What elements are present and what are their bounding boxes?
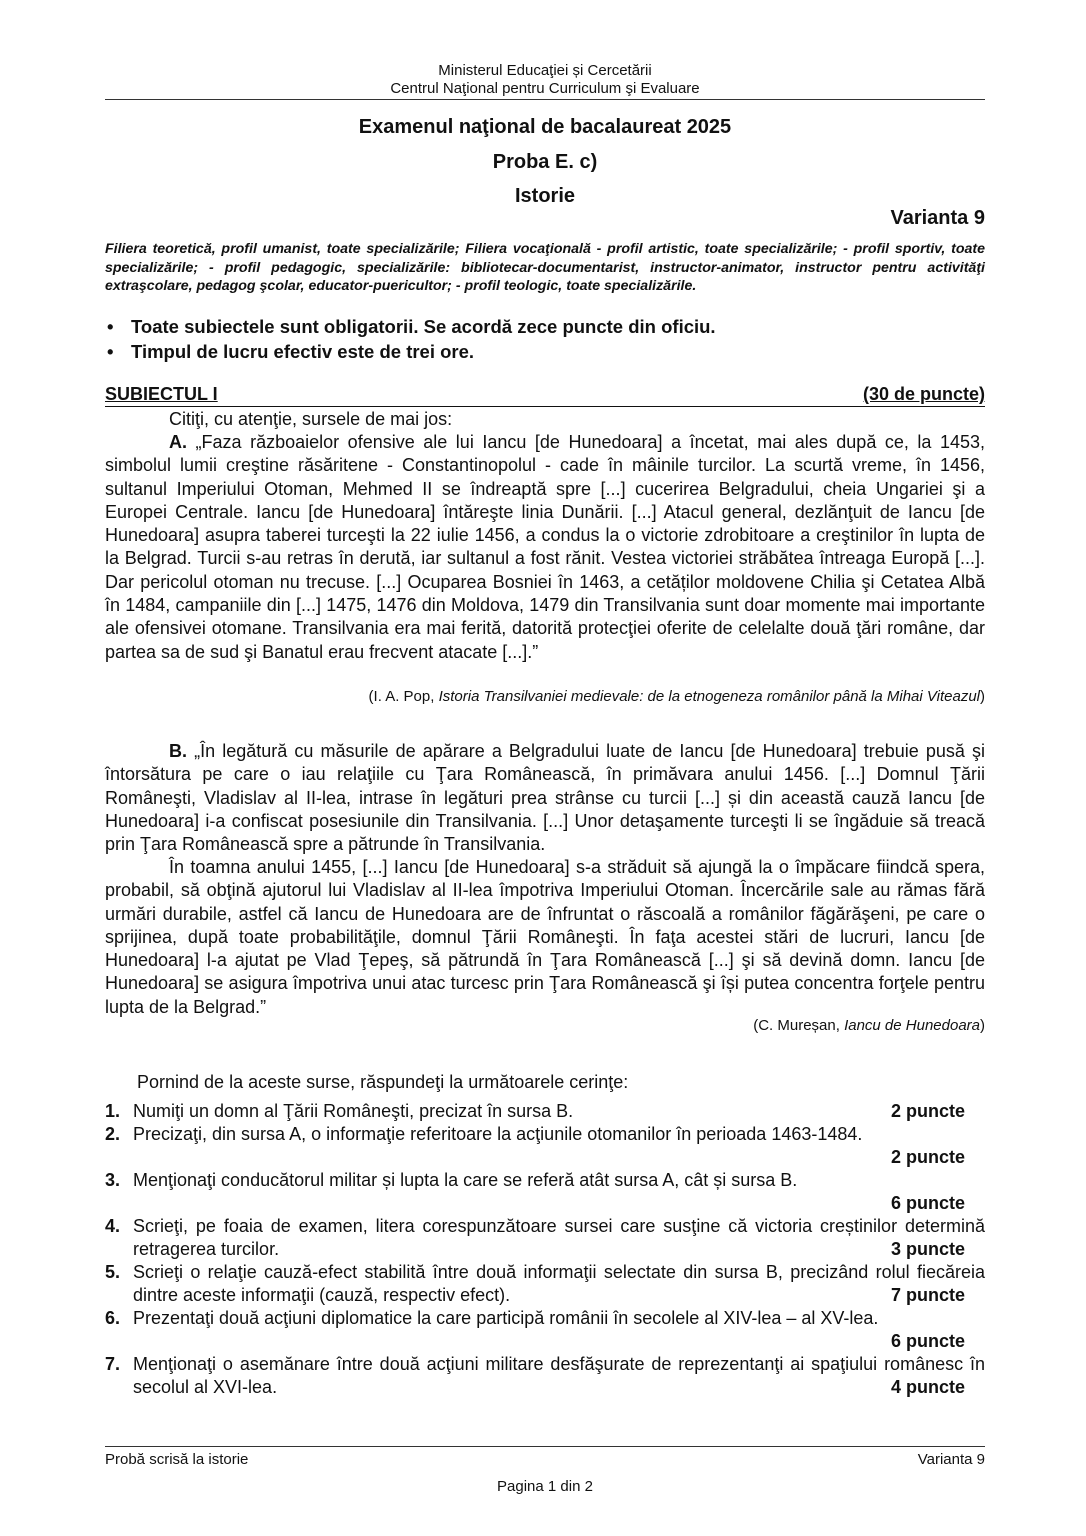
source-a-body: „Faza războaielor ofensive ale lui Iancu [de Hunedoara] a încetat, mai ales după ce, la 1453, simbolul lumii creştine răsăritene - Constantinopolul - cade în mâinile turcilor. La scurtă vreme, în 1456, sultanul Imperiului Otoman, Mehmed II se îndreaptă spre [...] cucerirea Belgradului, cheia Ungariei şi a Europei Centrale. Iancu [de Hunedoara] întăreşte linia Dunării. [...] Atacul general, dezlănţuit de Iancu [de Hunedoara] asupra taberei turceşti la 22 iulie 1456, a condus la o victorie zdrobitoare a creştinilor în lupta de la Belgrad. Turcii s-au retras în derută, iar sultanul a fost rănit. Vestea victoriei străbătea întreaga Europă [...]. Dar pericolul otoman nu trecuse. [...] Ocuparea Bosniei în 1463, a cetăților moldovene Chilia şi Cetatea Albă în 1484, campaniile din [...] 1475, 1476 din Moldova, 1479 din Transilvania sunt doar momente mai importante ale ofensivei otomane. Transilvania era mai ferită, datorită protecţiei oferite de celelalte două ţări române, dar partea sa de sud şi Banatul erau frecvent atacate [...].” — [105, 432, 985, 662]
question-points: 4 puncte — [890, 1377, 965, 1397]
question-4: 4. Scrieţi, pe foaia de examen, litera corespunzătoare sursei care susţine că victoria creștinilor determină retragerea turcilor. 3 puncte — [105, 1216, 985, 1260]
exam-title: Examenul naţional de bacalaureat 2025 — [358, 116, 732, 138]
question-3: 3. Menţionaţi conducătorul militar și lupta la care se referă atât sursa A, cât și sursa B. 6 puncte — [105, 1169, 985, 1192]
question-7: 7. Menţionaţi o asemănare între două acţiuni militare desfăşurate de reprezentanţi ai spaţiului românesc în secolul al XVI-lea. 4 puncte — [105, 1354, 985, 1398]
question-5: 5. Scrieţi o relaţie cauză-efect stabilită între două informaţii selectate din sursa B, precizând rolul fiecăreia dintre aceste informaţii (cauză, respectiv efect). 7 puncte — [105, 1262, 985, 1306]
question-points: 6 puncte — [890, 1331, 965, 1351]
source-a-work: Istoria Transilvaniei medievale: de la etnogeneza românilor până la Mihai Viteazul — [438, 688, 980, 705]
footer-variant: Varianta 9 — [917, 1451, 985, 1468]
header-divider — [105, 99, 985, 100]
rule-item: • Timpul de lucru efectiv este de trei ore. — [105, 339, 985, 364]
question-points: 2 puncte — [890, 1147, 965, 1167]
variant-label: Varianta 9 — [890, 207, 985, 229]
source-a-letter: A. — [169, 432, 187, 452]
source-a-citation: (I. A. Pop, Istoria Transilvaniei medievale: de la etnogeneza românilor până la Mihai Viteazul) — [368, 688, 985, 705]
exam-proba: Proba E. c) — [492, 151, 598, 173]
source-b-citation: (C. Mureșan, Iancu de Hunedoara) — [753, 1017, 985, 1034]
source-b-work: Iancu de Hunedoara — [844, 1017, 980, 1034]
question-points: 6 puncte — [890, 1193, 965, 1213]
question-6: 6. Prezentaţi două acţiuni diplomatice la care participă românii în secolele al XIV-lea – al XV-lea. 6 puncte — [105, 1307, 985, 1330]
footer-subject: Probă scrisă la istorie — [105, 1451, 249, 1468]
exam-subject: Istorie — [514, 185, 576, 207]
question-1: 1. Numiţi un domn al Ţării Româneşti, precizat în sursa B. 2 puncte — [105, 1100, 985, 1123]
question-points: 2 puncte — [890, 1101, 965, 1121]
general-rules — [105, 314, 985, 364]
ministry-name: Ministerul Educaţiei și Cercetării — [438, 62, 652, 79]
section-label: SUBIECTUL I — [105, 384, 218, 404]
source-b-letter: B. — [169, 741, 187, 761]
filiera-description: Filiera teoretică, profil umanist, toate specializările; Filiera vocaţională - profil artistic, toate specializările; - profil sportiv, toate specializările; - profil pedagogic, specializările: bibliotecar-documentarist, instructor-animator, instructor pentru activităţi extraşcolare, pedagog şcolar, educator-puericultor; - profil teologic, toate specializările. — [105, 241, 985, 294]
source-b-body-1: „În legătură cu măsurile de apărare a Belgradului luate de Iancu [de Hunedoara] trebuie pusă şi întorsătura pe care o iau relaţiile cu Ţara Românească, în primăvara anului 1456. [...] Domnul Ţării Româneşti, Vladislav al II-lea, intrase în legături prea strânse cu turcii [...] și din această cauză Iancu [de Hunedoara] i-a confiscat posesiunile din Transilvania. [...] Unor detaşamente turceşti li se îngăduie să treacă prin Ţara Românească spre a pătrunde în Transilvania. — [105, 741, 985, 855]
exam-page — [105, 0, 985, 1536]
questions-intro: Pornind de la aceste surse, răspundeţi la următoarele cerinţe: — [137, 1072, 629, 1092]
source-b-para1 — [105, 740, 985, 856]
section-heading — [105, 382, 985, 407]
section-points: (30 de puncte) — [862, 384, 985, 404]
source-a-text — [105, 431, 985, 664]
page-header — [105, 62, 985, 98]
question-2: 2. Precizaţi, din sursa A, o informaţie referitoare la acţiunile otomanilor în perioada 1463-1484. 2 puncte — [105, 1123, 985, 1146]
question-points: 3 puncte — [890, 1239, 965, 1259]
page-number: Pagina 1 din 2 — [497, 1478, 593, 1495]
footer-divider — [105, 1446, 985, 1447]
center-name: Centrul Naţional pentru Curriculum şi Evaluare — [390, 80, 700, 97]
source-b-para2: În toamna anului 1455, [...] Iancu [de Hunedoara] s-a străduit să ajungă la o împăcare fiindcă spera, probabil, să obţină ajutorul lui Vladislav al II-lea împotriva Imperiului Otoman. Încercările sale au rămas fără urmări durabile, astfel că Iancu de Hunedoara are de înfruntat o răscoală a românilor făgărăşeni, pe care o sprijinea, după toate probabilităţile, domnul Ţării Româneşti. În faţa acestei stări de lucruri, Iancu [de Hunedoara] l-a ajutat pe Vlad Ţepeş, să pătrundă în Ţara Românească [...] şi să devină domn. Iancu [de Hunedoara] se asigura împotriva unui atac turcesc prin Ţara Românească şi își putea concentra forţele pentru lupta de la Belgrad.” — [105, 857, 985, 1017]
question-points: 7 puncte — [890, 1285, 965, 1305]
rule-item: • Toate subiectele sunt obligatorii. Se acordă zece puncte din oficiu. — [105, 314, 985, 339]
section-intro: Citiţi, cu atenţie, sursele de mai jos: — [169, 409, 453, 429]
